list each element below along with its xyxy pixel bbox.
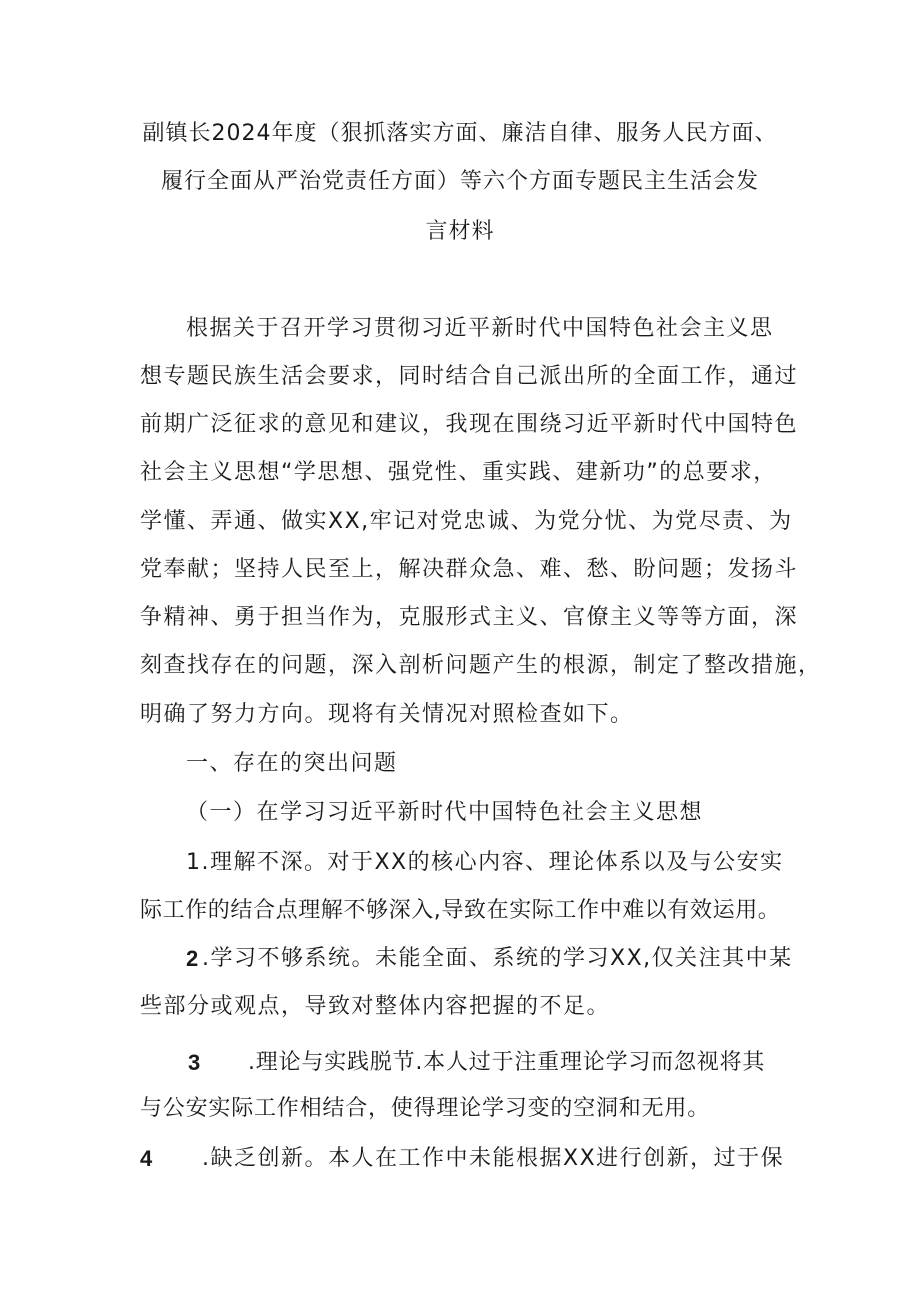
intro-line-3: 前期广泛征求的意见和建议，我现在围绕习近平新时代中国特色 [140,412,799,437]
section-heading: 一、存在的突出问题 [186,751,398,776]
intro-line-7: 争精神、勇于担当作为，克服形式主义、官僚主义等等方面，深 [140,605,799,630]
item-3-number: 3 [188,1050,201,1075]
item-2-line-2: 些部分或观点，导致对整体内容把握的不足。 [140,994,611,1019]
intro-line-2: 想专题民族生活会要求，同时结合自己派出所的全面工作，通过 [140,364,799,389]
item-4-number: 4 [140,1146,153,1171]
item-2-number: 2 [186,946,199,971]
intro-line-6: 党奉献；坚持人民至上，解决群众急、难、愁、盼问题；发扬斗 [140,557,799,582]
intro-line-4: 社会主义思想“学思想、强党性、重实践、建新功”的总要求， [140,460,777,485]
item-4-line-1: .缺乏创新。本人在工作中未能根据XX进行创新，过于保 [202,1146,785,1171]
intro-line-8: 刻查找存在的问题，深入剖析问题产生的根源，制定了整改措施， [140,653,822,678]
item-2-line-1: .学习不够系统。未能全面、系统的学习XX,仅关注其中某 [202,946,793,971]
intro-line-5: 学懂、弄通、做实XX,牢记对党忠诚、为党分忧、为党尽责、为 [140,509,793,534]
item-3-line-1: .理论与实践脱节.本人过于注重理论学习而忽视将其 [248,1050,766,1075]
subsection-heading: （一）在学习习近平新时代中国特色社会主义思想 [186,800,704,825]
item-1-line-1: 1.理解不深。对于XX的核心内容、理论体系以及与公安实 [186,850,784,875]
title-line-3: 言材料 [425,219,495,244]
item-1-line-2: 际工作的结合点理解不够深入,导致在实际工作中难以有效运用。 [140,898,781,923]
title-line-1: 副镇长2024年度（狠抓落实方面、廉洁自律、服务人民方面、 [142,121,778,146]
title-line-2: 履行全面从严治党责任方面）等六个方面专题民主生活会发 [160,169,759,194]
item-3-line-2: 与公安实际工作相结合，使得理论学习变的空洞和无用。 [140,1096,711,1121]
intro-line-1: 根据关于召开学习贯彻习近平新时代中国特色社会主义思 [186,316,774,341]
intro-line-9: 明确了努力方向。现将有关情况对照检查如下。 [140,702,634,727]
